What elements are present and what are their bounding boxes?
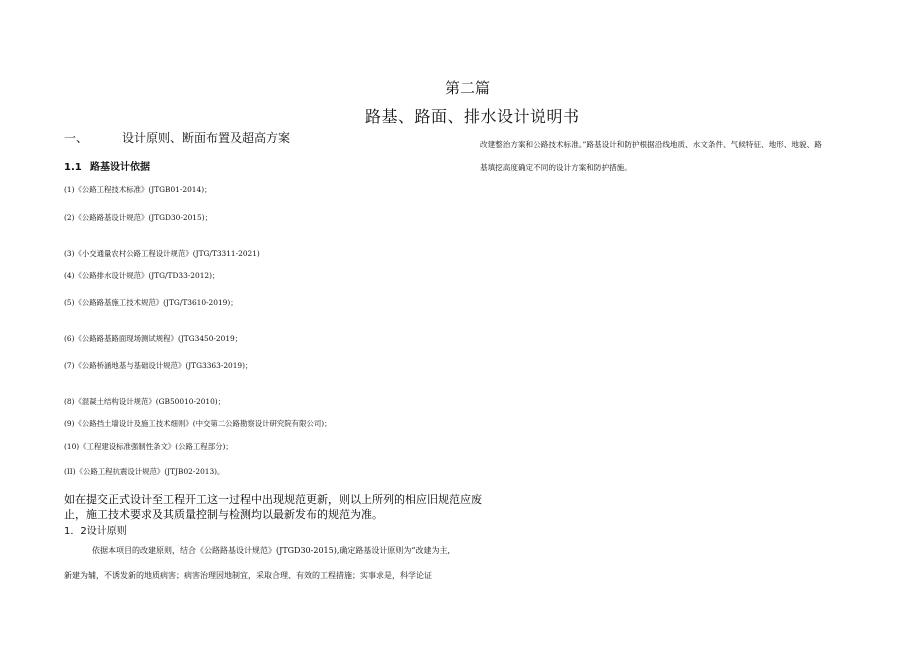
part-label: 第二篇	[445, 79, 491, 97]
document-title: 路基、路面、排水设计说明书	[365, 107, 580, 126]
specification-update-note	[64, 492, 482, 522]
section-number: 一、	[64, 131, 89, 145]
reference-item: (5)《公路路基施工技术规范》(JTG/T3610-2019)；	[64, 298, 238, 307]
subsection-title: 路基设计依据	[90, 162, 150, 173]
reference-item: (3)《小交通量农村公路工程设计规范》(JTG/T3311-2021)	[64, 249, 260, 258]
reference-item: (9)《公路挡土墙设计及施工技术细则》(中交第二公路勘察设计研究院有限公司)；	[64, 419, 332, 428]
paragraph-line: 依据本项目的改建原则，结合《公路路基设计规范》(JTGD30-2015),确定路基设计原则为“改建为主,	[92, 546, 451, 555]
paragraph-line: 基填挖高度确定不同的设计方案和防护措施。	[480, 163, 632, 172]
subsection-heading-1-2: 1．2设计原则	[64, 526, 127, 537]
reference-item: (4)《公路排水设计规范》(JTG/TD33-2012)；	[64, 271, 220, 280]
reference-item: (8)《混凝土结构设计规范》(GB50010-2010)；	[64, 397, 226, 406]
reference-item: (10)《工程建设标准强制性条文》(公路工程部分)；	[64, 442, 233, 451]
reference-item: (1)《公路工程技术标准》(JTGB01-2014)；	[64, 185, 212, 194]
subsection-heading-1-1	[64, 158, 150, 173]
note-line: 止，施工技术要求及其质量控制与检测均以最新发布的规范为准。	[64, 508, 383, 521]
paragraph-line: 改建整治方案和公路技术标准。”路基设计和防护根据沿线地质、水文条件、气候特征、地形、地貌、路	[480, 140, 822, 149]
section-title: 设计原则、断面布置及超高方案	[122, 131, 291, 145]
section-heading-1	[64, 129, 290, 146]
reference-item: (7)《公路桥涵地基与基础设计规范》(JTG3363-2019)；	[64, 361, 253, 370]
reference-item: (6)《公路路基路面现场测试规程》(JTG3450-2019；	[64, 334, 243, 343]
subsection-number: 1.1	[64, 162, 82, 173]
note-line: 如在提交正式设计至工程开工这一过程中出现规范更新，则以上所列的相应旧规范应废	[64, 493, 482, 506]
reference-item: (2)《公路路基设计规范》(JTGD30-2015)；	[64, 213, 212, 222]
paragraph-line: 新建为辅，不诱发新的地质病害；病害治理因地制宜，采取合理、有效的工程措施；实事求是，科学论证	[64, 571, 432, 580]
reference-item: (II)《公路工程抗震设计规范》(JTJB02-2013)。	[64, 467, 225, 476]
